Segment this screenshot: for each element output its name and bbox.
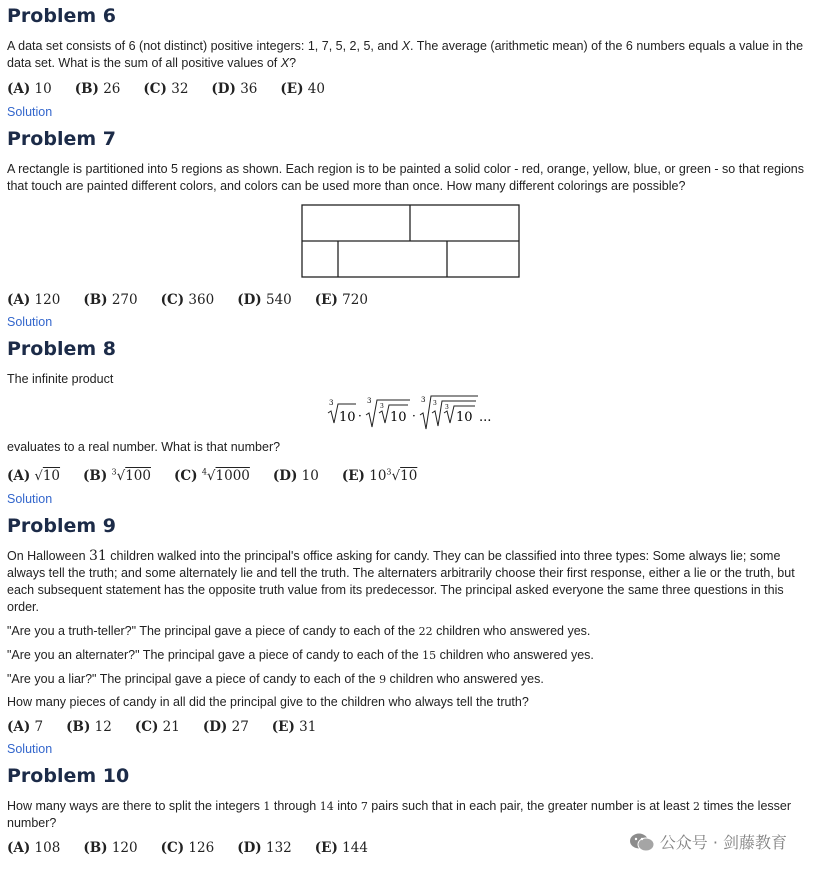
problem-text: On Halloween 31 children walked into the principal's office asking for candy. They can be classified into three types: Some always lie; some always tell the truth; and some alternately lie and tell the truth. The alternaters arbitrarily choose their first response, either a lie or the truth, but each subsequent statement has the opposite truth value from its predecessor. The principal asked everyone the same three questions in this order. [7, 547, 795, 614]
solution-link[interactable]: Solution [7, 105, 53, 119]
problem-6 [7, 0, 805, 121]
choice-d: (D) 10 [272, 467, 319, 484]
choice-c: (C) 360 [160, 292, 215, 308]
problem-title: Problem 10 [7, 764, 130, 787]
svg-text:10: 10 [339, 410, 356, 425]
problem-8 [7, 337, 805, 508]
problem-title: Problem 7 [7, 128, 116, 150]
answer-choices [7, 290, 805, 310]
svg-text:·: · [412, 409, 416, 423]
problem-9 [7, 514, 805, 758]
wechat-icon [629, 832, 655, 852]
problem-intro: The infinite product [7, 372, 114, 386]
choice-a: (A) 108 [7, 839, 61, 856]
problem-text: A rectangle is partitioned into 5 regions as shown. Each region is to be painted a solid color - red, orange, yellow, blue, or green - so that regions that touch are painted different colors, and colors can be used more than once. How many different colorings are possible? [7, 162, 805, 193]
question-3: "Are you a liar?" The principal gave a piece of candy to each of the 9 children who answered yes. [7, 671, 544, 686]
svg-text:3: 3 [433, 400, 437, 407]
infinite-product [7, 393, 805, 436]
problem-text: evaluates to a real number. What is that number? [7, 440, 281, 454]
choice-d: (D) 27 [202, 718, 249, 735]
problem-7 [7, 127, 805, 331]
partitioned-rectangle [301, 204, 521, 280]
solution-link[interactable]: Solution [7, 741, 53, 756]
choice-c: (C) 32 [143, 81, 189, 97]
problem-text: A data set consists of 6 (not distinct) positive integers: 1, 7, 5, 2, 5, and X. The average (arithmetic mean) of the 6 numbers equals a value in the data set. What is the sum of all positive values of X? [7, 39, 804, 70]
svg-text:3: 3 [445, 404, 449, 411]
choice-e: (E) 31 [271, 718, 317, 735]
svg-text:3: 3 [367, 397, 372, 405]
choice-b: (B) 12 [66, 718, 112, 735]
choice-b: (B) $^3$√100 [83, 467, 151, 484]
choice-a: (A) 7 [7, 718, 44, 735]
answer-choices [7, 462, 805, 487]
svg-text:3: 3 [421, 396, 426, 404]
choice-e: (E) $10^3√10$ [341, 467, 418, 484]
choice-e: (E) 720 [314, 292, 368, 308]
choice-d: (D) 132 [237, 839, 292, 856]
question-2: "Are you an alternater?" The principal gave a piece of candy to each of the 15 children who answered yes. [7, 647, 594, 662]
product-formula [326, 393, 516, 431]
rectangle-diagram [7, 204, 805, 285]
solution-link[interactable]: Solution [7, 491, 53, 506]
choice-e: (E) 40 [280, 81, 325, 97]
svg-text:·: · [358, 409, 362, 423]
choice-c: (C) 126 [160, 839, 215, 856]
choice-c: (C) 21 [134, 718, 180, 735]
problem-title: Problem 6 [7, 5, 116, 27]
choice-d: (D) 540 [237, 292, 292, 308]
problem-text: How many ways are there to split the integers 1 through 14 into 7 pairs such that in each pair, the greater number is at least 2 times the lesser number? [7, 798, 792, 830]
choice-b: (B) 270 [83, 292, 138, 308]
choice-a: (A) 120 [7, 292, 61, 308]
choice-e: (E) 144 [314, 839, 368, 856]
svg-text:10: 10 [456, 410, 473, 425]
svg-text:...: ... [479, 410, 492, 425]
choice-a: (A) √10 [7, 467, 61, 484]
solution-link[interactable]: Solution [7, 315, 53, 329]
svg-text:10: 10 [390, 410, 407, 425]
choice-a: (A) 10 [7, 81, 52, 97]
question-1: "Are you a truth-teller?" The principal gave a piece of candy to each of the 22 children who answered yes. [7, 623, 591, 638]
svg-text:3: 3 [329, 399, 334, 407]
problem-title: Problem 8 [7, 338, 116, 360]
choice-c: (C) $^4$√1000 [174, 467, 250, 484]
choice-b: (B) 26 [74, 81, 121, 97]
problem-question: How many pieces of candy in all did the principal give to the children who always tell the truth? [7, 694, 529, 709]
svg-text:3: 3 [380, 403, 384, 410]
watermark-text: 公众号 · 剑藤教育 [659, 833, 787, 852]
answer-choices [7, 79, 805, 99]
choice-b: (B) 120 [83, 839, 138, 856]
problem-title: Problem 9 [7, 514, 116, 537]
answer-choices [7, 717, 805, 737]
watermark [629, 830, 787, 853]
choice-d: (D) 36 [211, 81, 258, 97]
